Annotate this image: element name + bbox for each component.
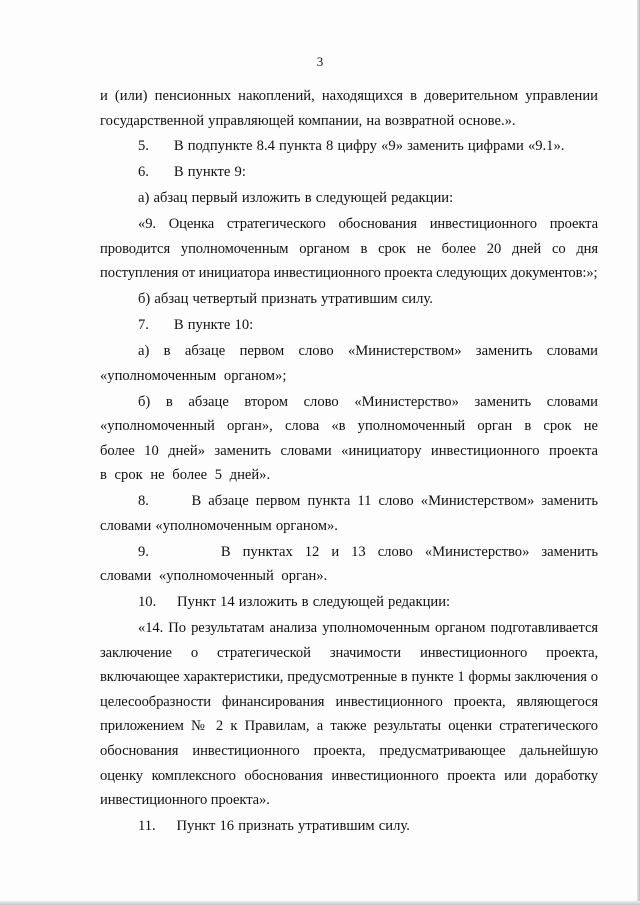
paragraph-item-11: 11. Пункт 16 признать утратившим силу. — [138, 818, 410, 835]
paragraph-continuation: и (или) пенсионных накоплений, находящихся в доверительном управлении государственной управляющей компании, на возвратной основе.». — [100, 88, 598, 129]
paragraph-item-9: 9. В пунктах 12 и 13 слово «Министерство» заменить словами «уполномоченный орган». — [100, 543, 598, 585]
paragraph-item-8: 8. В абзаце первом пункта 11 слово «Министерством» заменить словами «уполномоченным органом». — [100, 493, 598, 534]
paragraph-item-7: 7. В пункте 10: — [138, 317, 254, 334]
paragraph-item-5: 5. В подпункте 8.4 пункта 8 цифру «9» заменить цифрами «9.1». — [138, 138, 565, 155]
paragraph-item-6: 6. В пункте 9: — [138, 164, 246, 181]
paragraph-quote-9: «9. Оценка стратегического обоснования инвестиционного проекта проводится уполномоченным органом в срок не более 20 дней со дня поступления от инициатора инвестиционного проекта следующих документов:»; — [100, 216, 598, 282]
page-number: 3 — [316, 54, 324, 69]
paragraph-quote-14: «14. По результатам анализа уполномоченным органом подготавливается заключение о стратегической значимости инвестиционного проекта, включающее характеристики, предусмотренные в пункте 1 формы заключения о целесообразности финансирования инвестиционного проекта, являющегося приложением № 2 к Правилам, а также результаты оценки стратегического обоснования инвестиционного проекта, предусматривающее дальнейшую оценку комплексного обоснования инвестиционного проекта или доработку инвестиционного проекта». — [100, 620, 598, 809]
paragraph-item-7a: а) в абзаце первом слово «Министерством» заменить словами «уполномоченным органом»; — [100, 343, 598, 384]
document-body — [100, 84, 598, 840]
paragraph-item-6b: б) абзац четвертый признать утратившим силу. — [138, 291, 433, 308]
paragraph-item-6a: а) абзац первый изложить в следующей редакции: — [138, 190, 454, 207]
scan-edge-bottom — [0, 901, 640, 905]
paragraph-item-10: 10. Пункт 14 изложить в следующей редакции: — [138, 594, 451, 611]
paragraph-item-7b: б) в абзаце втором слово «Министерство» заменить словами «уполномоченный орган», слова «в уполномоченный орган в срок не более 10 дней» заменить словами «инициатору инвестиционного проекта в срок не более 5 дней». — [100, 393, 598, 484]
